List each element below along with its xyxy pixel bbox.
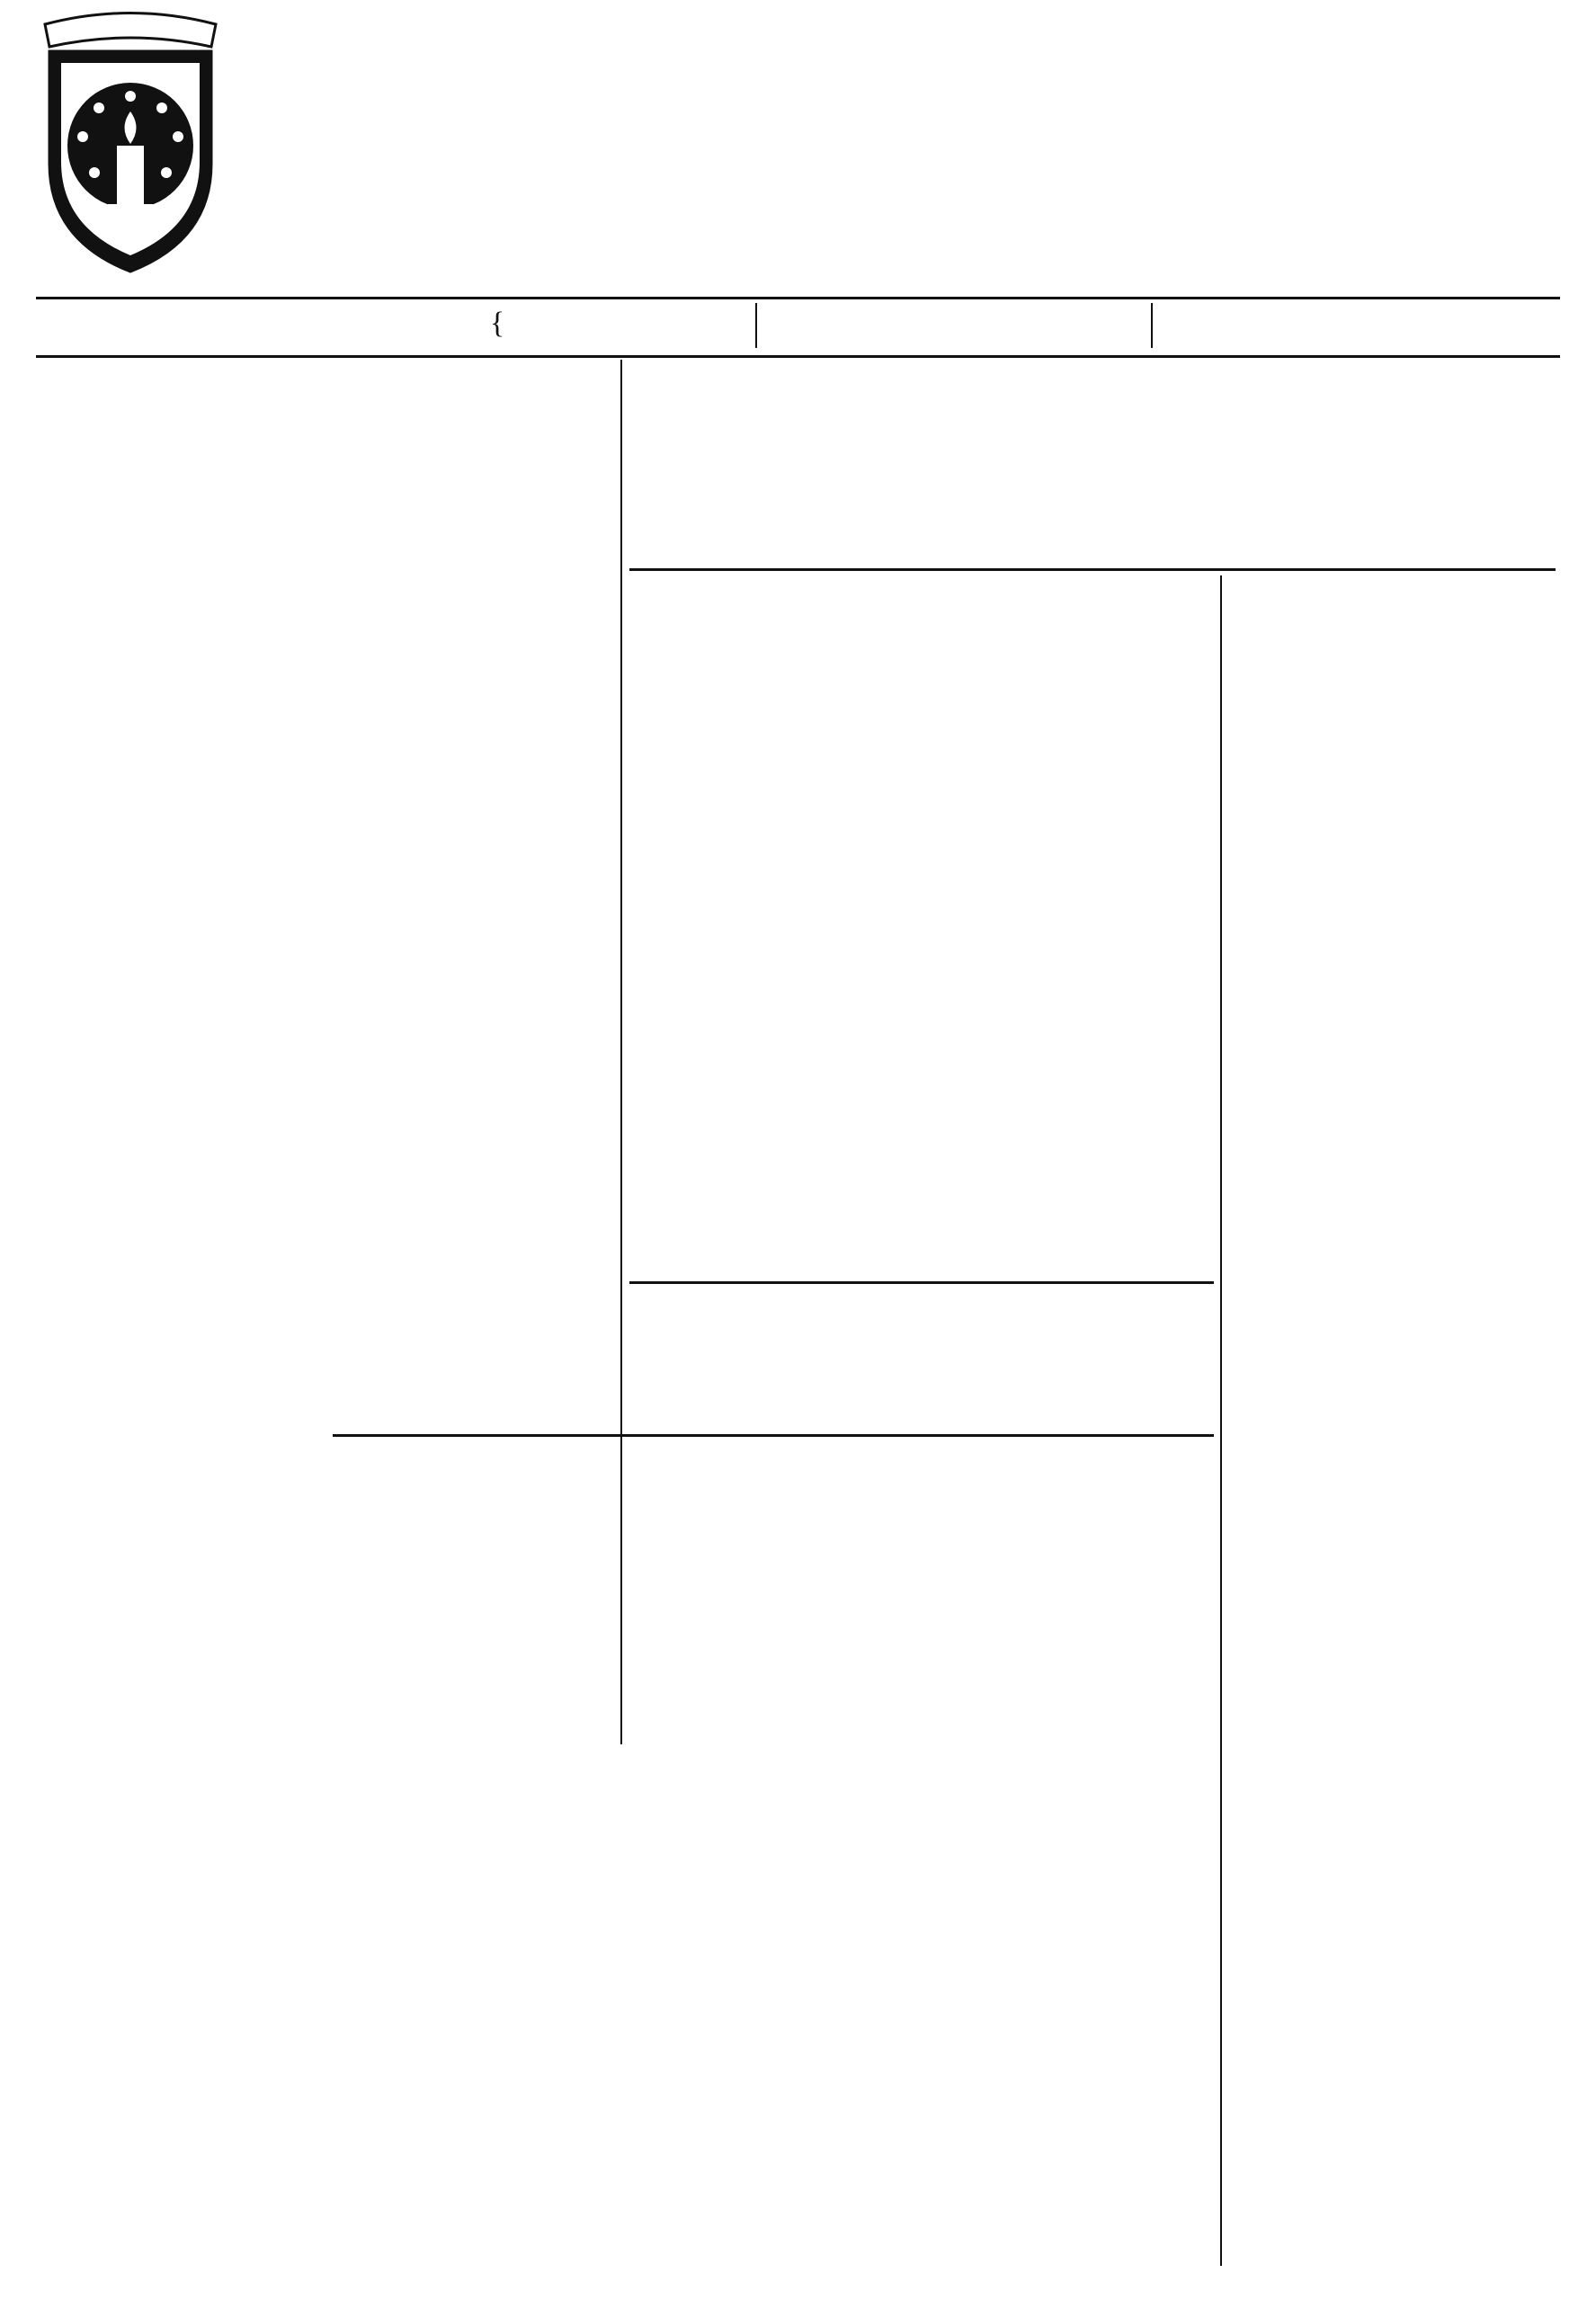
greece-column-2 [926,1383,1212,1671]
info-divider [1151,303,1153,348]
greece-column-1 [629,1383,913,1671]
feste-column-3 [926,1807,1212,2176]
column-rule [620,360,622,1744]
church-emblem-logo [27,11,234,281]
column-rule [1220,575,1222,2266]
article1-column-1 [36,556,322,1752]
section-rule [629,1281,1214,1284]
article2-column-1 [629,580,913,1277]
article1-column-2 [333,556,613,1419]
brace: { [490,307,505,340]
article2-column-2 [926,580,1212,1277]
pinerolo-section [926,2180,1212,2279]
article2-column-3 [1230,580,1556,2270]
feste-column-2 [629,1807,913,2306]
feste-column-1 [333,1807,613,2306]
article1-column-1-cont [36,1753,322,2302]
issue-info-bar [36,297,1560,358]
section-rule [333,1434,1214,1437]
info-divider [755,303,757,348]
dek-rule [629,568,1556,571]
